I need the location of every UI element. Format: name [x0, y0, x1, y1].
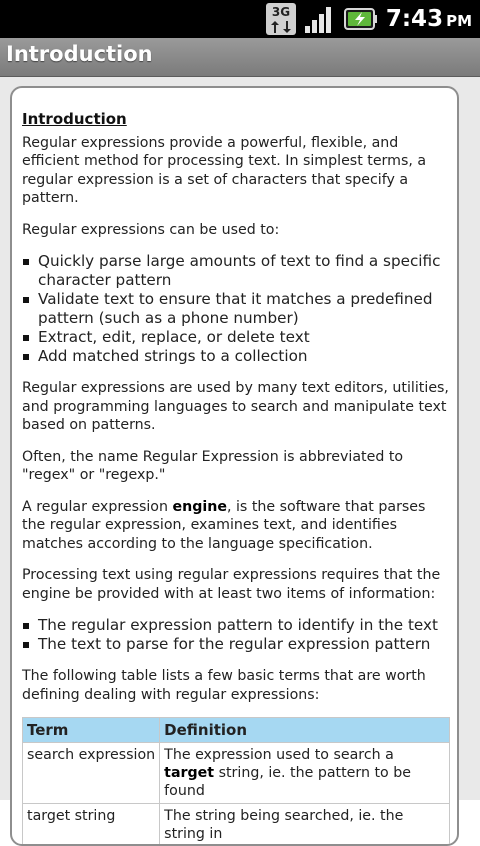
clock-ampm: PM [446, 12, 472, 30]
paragraph-intro: Regular expressions provide a powerful, flexible, and efficient method for processing text. In simplest terms, a regular expression is a set of characters that specify a pattern. [22, 134, 450, 208]
signal-strength-icon [304, 4, 336, 34]
definition-post: string, ie. the pattern to be found [164, 765, 411, 799]
terms-table [22, 717, 450, 846]
table-header-row [23, 718, 450, 743]
engine-text-pre: A regular expression [22, 499, 172, 515]
3g-data-icon [266, 3, 296, 35]
info-list [22, 616, 450, 654]
engine-term: engine [172, 499, 226, 515]
paragraph-processing: Processing text using regular expressions requires that the engine be provided with at least two items of information: [22, 566, 450, 603]
list-item: The text to parse for the regular expression pattern [22, 635, 450, 654]
table-cell-term: search expression [23, 743, 160, 804]
paragraph-editors: Regular expressions are used by many text editors, utilities, and programming languages to search and manipulate text based on patterns. [22, 379, 450, 435]
column-header-term: Term [23, 718, 160, 743]
list-item: Validate text to ensure that it matches a predefined pattern (such as a phone number) [22, 290, 450, 328]
table-cell-definition [160, 804, 450, 846]
list-item: Extract, edit, replace, or delete text [22, 328, 450, 347]
paragraph-abbrev: Often, the name Regular Expression is abbreviated to "regex" or "regexp." [22, 448, 450, 485]
engine-text-post: , is the software that parses the regular expression, examines text, and identifies matches according to the language specification. [22, 499, 425, 552]
network-label: 3G [272, 5, 290, 19]
definition-pre: The string being searched, ie. the string in [164, 808, 403, 842]
table-row [23, 743, 450, 804]
battery-charging-icon [344, 8, 378, 30]
status-icons [266, 0, 480, 38]
uses-list [22, 252, 450, 366]
clock [386, 6, 472, 32]
list-item: Quickly parse large amounts of text to find a specific character pattern [22, 252, 450, 290]
list-item: The regular expression pattern to identify in the text [22, 616, 450, 635]
article [22, 110, 450, 846]
paragraph-engine [22, 498, 450, 554]
status-bar [0, 0, 480, 38]
paragraph-table-intro: The following table lists a few basic terms that are worth defining dealing with regular expressions: [22, 667, 450, 704]
page-title: Introduction [6, 42, 153, 66]
title-bar [0, 38, 480, 77]
table-cell-definition [160, 743, 450, 804]
table-row [23, 804, 450, 846]
article-heading: Introduction [22, 110, 450, 129]
definition-pre: The expression used to search a [164, 747, 394, 763]
clock-time: 7:43 [386, 6, 443, 32]
definition-bold: target [164, 765, 214, 781]
content-panel[interactable] [10, 86, 459, 846]
paragraph-uses: Regular expressions can be used to: [22, 221, 450, 240]
column-header-definition: Definition [160, 718, 450, 743]
list-item: Add matched strings to a collection [22, 347, 450, 366]
table-cell-term: target string [23, 804, 160, 846]
